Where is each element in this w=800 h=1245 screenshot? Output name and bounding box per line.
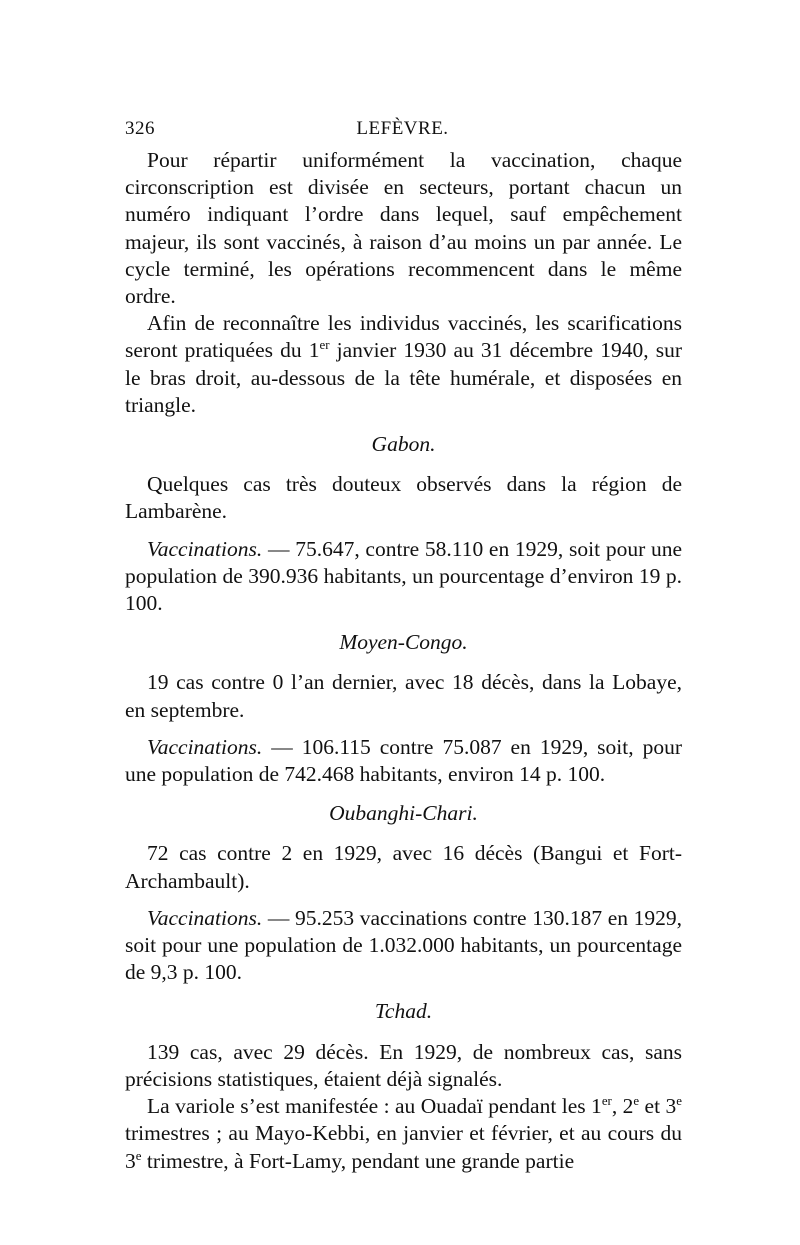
oubanghi-chari-cases: 72 cas contre 2 en 1929, avec 16 décès (Bangui et Fort-Archambault). [125,841,682,893]
vaccinations-text: — 95.253 vaccinations contre 130.187 en 1929, soit pour une population de 1.032.000 habitants, un pourcentage de 9,3 p. 100. [125,905,682,985]
running-head: LEFÈVRE. [356,118,449,139]
text-run: La variole s’est manifestée : au Ouadaï pendant les 1 [147,1094,602,1119]
moyen-congo-cases: 19 cas contre 0 l’an dernier, avec 18 décès, dans la Lobaye, en septembre. [125,670,682,722]
text-run: trimestre, à Fort-Lamy, pendant une grande partie [141,1148,575,1173]
gabon-cases: Quelques cas très douteux observés dans la région de Lambarène. [125,472,682,524]
superscript: er [319,338,330,353]
text-run: , 2 [611,1094,634,1119]
tchad-variole [125,1093,682,1175]
text-run: janvier 1930 au 31 décembre 1940, sur le bras droit, au-dessous de la tête humérale, et disposées en triangle. [125,338,682,417]
paragraph-scarifications [125,310,682,419]
oubanghi-chari-vaccinations [125,905,682,987]
moyen-congo-vaccinations [125,734,682,788]
tchad-cases: 139 cas, avec 29 décès. En 1929, de nombreux cas, sans précisions statistiques, étaient déjà signalés. [125,1039,682,1091]
superscript: e [633,1093,640,1108]
section-heading-moyen-congo: Moyen-Congo. [339,630,468,655]
section-heading-oubanghi-chari: Oubanghi-Chari. [329,801,478,826]
text-run: trimestres ; au Mayo-Kebbi, en janvier et février, et au cours du 3 [125,1121,682,1173]
text-run: Afin de reconnaître les individus vaccinés, les scarifications seront pratiquées du 1 [125,311,682,363]
page-header [125,112,680,142]
superscript: e [676,1093,682,1108]
vaccinations-label: Vaccinations. [147,536,263,561]
superscript: er [601,1093,612,1108]
paragraph-sector-division: Pour répartir uniformément la vaccination, chaque circonscription est divisée en secteurs, portant chacun un numéro indiquant l’ordre dans lequel, sauf empêchement majeur, ils sont vaccinés, à raison d’au moins un par année. Le cycle terminé, les opérations recommencent dans le même ordre. [125,148,682,309]
gabon-vaccinations [125,536,682,618]
superscript: e [135,1148,142,1163]
page-body [125,147,682,1175]
section-heading-tchad: Tchad. [374,999,433,1024]
vaccinations-text: — 75.647, contre 58.110 en 1929, soit pour une population de 390.936 habitants, un pourcentage d’environ 19 p. 100. [125,536,682,616]
vaccinations-label: Vaccinations. [147,905,263,930]
page-number: 326 [125,118,155,139]
vaccinations-label: Vaccinations. [147,734,263,759]
vaccinations-text: — 106.115 contre 75.087 en 1929, soit, pour une population de 742.468 habitants, environ 14 p. 100. [125,734,682,787]
section-heading-gabon: Gabon. [371,432,436,457]
text-run: et 3 [639,1094,677,1119]
